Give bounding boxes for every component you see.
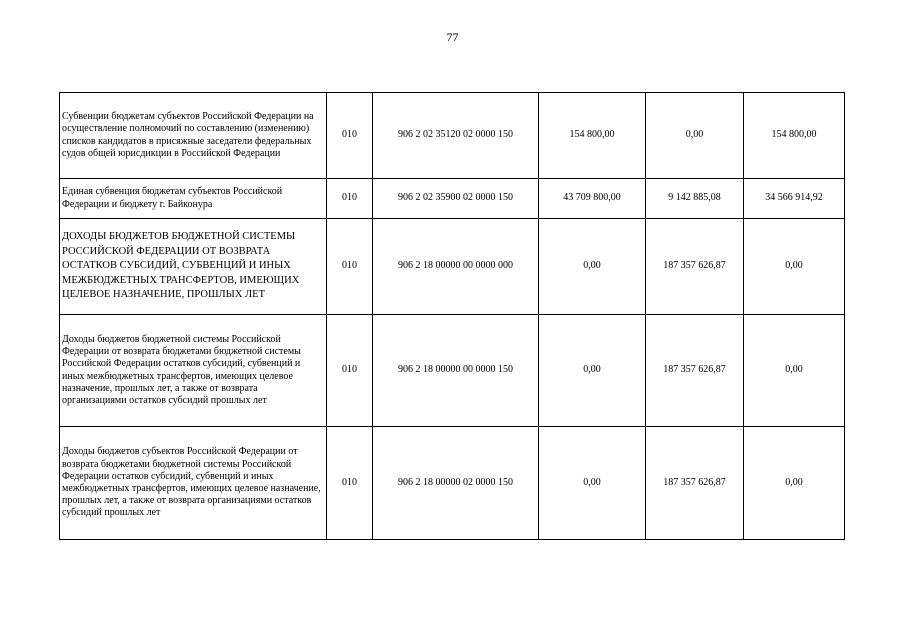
remaining-amount-cell: 154 800,00 [744,93,845,179]
classification-code-cell: 906 2 18 00000 00 0000 000 [373,219,539,315]
planned-amount-cell: 0,00 [539,427,646,540]
classification-code-cell: 906 2 02 35120 02 0000 150 [373,93,539,179]
table-row [60,93,845,179]
table-row [60,427,845,540]
line-code-cell: 010 [327,427,373,540]
remaining-amount-cell: 0,00 [744,219,845,315]
budget-income-table [59,92,845,540]
executed-amount-cell: 9 142 885,08 [646,179,744,219]
planned-amount-cell: 0,00 [539,219,646,315]
planned-amount-cell: 0,00 [539,315,646,427]
income-name-cell: Единая субвенция бюджетам субъектов Российской Федерации и бюджету г. Байконура [60,179,327,219]
table-row [60,219,845,315]
classification-code-cell: 906 2 02 35900 02 0000 150 [373,179,539,219]
planned-amount-cell: 43 709 800,00 [539,179,646,219]
remaining-amount-cell: 0,00 [744,315,845,427]
planned-amount-cell: 154 800,00 [539,93,646,179]
line-code-cell: 010 [327,93,373,179]
executed-amount-cell: 0,00 [646,93,744,179]
remaining-amount-cell: 34 566 914,92 [744,179,845,219]
executed-amount-cell: 187 357 626,87 [646,219,744,315]
line-code-cell: 010 [327,179,373,219]
income-name-cell: Субвенции бюджетам субъектов Российской Федерации на осуществление полномочий по составлению (изменению) списков кандидатов в присяжные заседатели федеральных судов общей юрисдикции в Российской Федерации [60,93,327,179]
page-number: 77 [446,30,459,44]
income-name-cell: Доходы бюджетов бюджетной системы Российской Федерации от возврата бюджетами бюджетной системы Российской Федерации остатков субсидий, субвенций и иных межбюджетных трансфертов, имеющих целевое назначение, прошлых лет, а также от возврата организациями остатков субсидий прошлых лет [60,315,327,427]
income-name-cell: ДОХОДЫ БЮДЖЕТОВ БЮДЖЕТНОЙ СИСТЕМЫ РОССИЙСКОЙ ФЕДЕРАЦИИ ОТ ВОЗВРАТА ОСТАТКОВ СУБСИДИЙ, СУБВЕНЦИЙ И ИНЫХ МЕЖБЮДЖЕТНЫХ ТРАНСФЕРТОВ, ИМЕЮЩИХ ЦЕЛЕВОЕ НАЗНАЧЕНИЕ, ПРОШЛЫХ ЛЕТ [60,219,327,315]
classification-code-cell: 906 2 18 00000 00 0000 150 [373,315,539,427]
executed-amount-cell: 187 357 626,87 [646,427,744,540]
line-code-cell: 010 [327,219,373,315]
line-code-cell: 010 [327,315,373,427]
classification-code-cell: 906 2 18 00000 02 0000 150 [373,427,539,540]
remaining-amount-cell: 0,00 [744,427,845,540]
income-name-cell: Доходы бюджетов субъектов Российской Федерации от возврата бюджетами бюджетной системы Российской Федерации остатков субсидий, субвенций и иных межбюджетных трансфертов, имеющих целевое назначение, прошлых лет, а также от возврата организациями остатков субсидий прошлых лет [60,427,327,540]
table-row [60,315,845,427]
executed-amount-cell: 187 357 626,87 [646,315,744,427]
table-row [60,179,845,219]
